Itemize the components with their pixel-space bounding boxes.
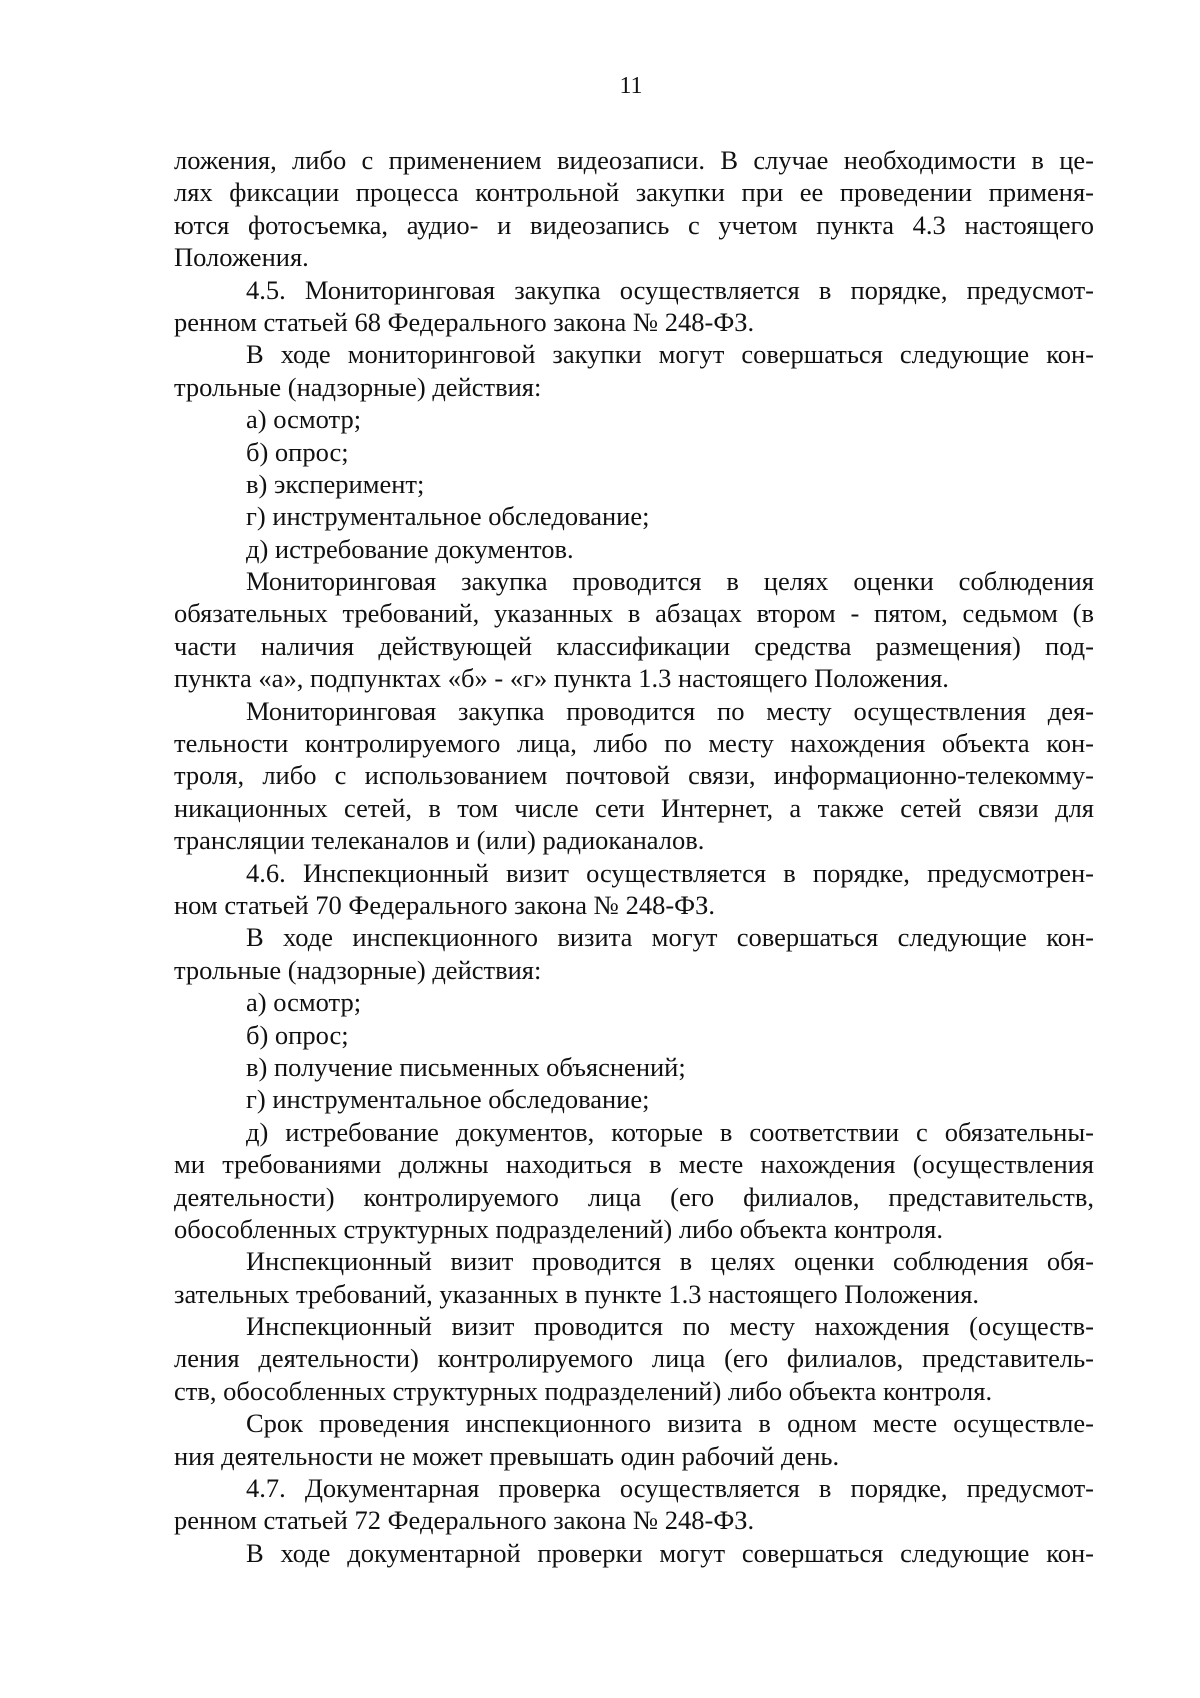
text-line: д) истребование документов. xyxy=(246,533,574,564)
text-line: Срок проведения инспекционного визита в одном месте осуществле- xyxy=(246,1408,1094,1439)
text-line: деятельности) контролируемого лица (его филиалов, представительств, xyxy=(174,1181,1094,1212)
text-line: ми требованиями должны находиться в месте нахождения (осуществления xyxy=(174,1149,1094,1180)
text-line: Мониторинговая закупка проводится по месту осуществления дея- xyxy=(246,695,1094,726)
text-line: б) опрос; xyxy=(246,1019,349,1050)
text-line: троля, либо с использованием почтовой связи, информационно-телекомму- xyxy=(174,760,1094,791)
text-line: трансляции телеканалов и (или) радиоканалов. xyxy=(174,825,705,856)
text-line: ренном статьей 68 Федерального закона № 248-ФЗ. xyxy=(174,306,755,337)
text-line: ния деятельности не может превышать один рабочий день. xyxy=(174,1440,840,1471)
page-number: 11 xyxy=(619,73,643,99)
text-line: 4.5. Мониторинговая закупка осуществляется в порядке, предусмот- xyxy=(246,274,1094,305)
text-line: г) инструментальное обследование; xyxy=(246,501,650,532)
document-body-text xyxy=(174,144,1094,1569)
text-line: зательных требований, указанных в пункте 1.3 настоящего Положения. xyxy=(174,1278,980,1309)
text-line: Мониторинговая закупка проводится в целях оценки соблюдения xyxy=(246,566,1094,597)
text-line: ств, обособленных структурных подразделений) либо объекта контроля. xyxy=(174,1375,993,1406)
text-line: В ходе инспекционного визита могут совершаться следующие кон- xyxy=(246,922,1094,953)
text-line: ления деятельности) контролируемого лица (его филиалов, представитель- xyxy=(174,1343,1094,1374)
text-line: обособленных структурных подразделений) либо объекта контроля. xyxy=(174,1213,943,1244)
text-line: г) инструментальное обследование; xyxy=(246,1084,650,1115)
text-line: ном статьей 70 Федерального закона № 248-ФЗ. xyxy=(174,889,715,920)
text-line: Положения. xyxy=(174,242,309,273)
text-line: В ходе мониторинговой закупки могут совершаться следующие кон- xyxy=(246,339,1094,370)
text-line: Инспекционный визит проводится в целях оценки соблюдения обя- xyxy=(246,1246,1094,1277)
text-line: а) осмотр; xyxy=(246,987,362,1018)
text-line: а) осмотр; xyxy=(246,404,362,435)
text-line: трольные (надзорные) действия: xyxy=(174,371,542,402)
text-line: части наличия действующей классификации средства размещения) под- xyxy=(174,630,1094,661)
text-line: В ходе документарной проверки могут совершаться следующие кон- xyxy=(246,1537,1094,1568)
text-line: в) эксперимент; xyxy=(246,468,425,499)
text-line: б) опрос; xyxy=(246,436,349,467)
text-line: обязательных требований, указанных в абзацах втором - пятом, седьмом (в xyxy=(174,598,1094,629)
text-line: 4.6. Инспекционный визит осуществляется в порядке, предусмотрен- xyxy=(246,857,1094,888)
text-line: 4.7. Документарная проверка осуществляется в порядке, предусмот- xyxy=(246,1473,1094,1504)
text-line: ренном статьей 72 Федерального закона № 248-ФЗ. xyxy=(174,1505,755,1536)
text-line: никационных сетей, в том числе сети Интернет, а также сетей связи для xyxy=(174,792,1094,823)
text-line: Инспекционный визит проводится по месту нахождения (осуществ- xyxy=(246,1311,1094,1342)
text-line: тельности контролируемого лица, либо по месту нахождения объекта кон- xyxy=(174,728,1094,759)
text-line: ложения, либо с применением видеозаписи. В случае необходимости в це- xyxy=(174,145,1094,175)
text-line: трольные (надзорные) действия: xyxy=(174,954,542,985)
text-line: в) получение письменных объяснений; xyxy=(246,1051,686,1082)
text-line: ются фотосъемка, аудио- и видеозапись с учетом пункта 4.3 настоящего xyxy=(174,209,1094,240)
text-line: пункта «а», подпунктах «б» - «г» пункта 1.3 настоящего Положения. xyxy=(174,663,949,694)
text-line: д) истребование документов, которые в соответствии с обязательны- xyxy=(246,1116,1094,1147)
text-line: лях фиксации процесса контрольной закупки при ее проведении применя- xyxy=(174,177,1094,208)
